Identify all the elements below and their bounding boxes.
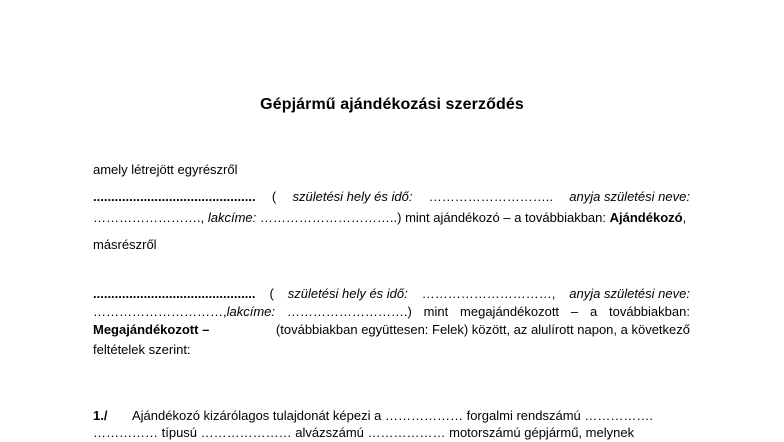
donee-mother-label: anyja születési neve: [569, 286, 690, 301]
donee-birth-blank: …………………………, [421, 286, 556, 301]
clause-1-continuation-text: …………… típusú ………………… alvázszámú ……………… motorszámú gépjármű, melynek [93, 425, 635, 440]
other-side-text: másrészről [93, 237, 157, 252]
donor-role-text: mint ajándékozó – a továbbiakban: [405, 210, 606, 225]
donee-role-text-5: továbbiakban: [609, 304, 690, 319]
document-title: Gépjármű ajándékozási szerződés [260, 96, 524, 113]
donee-role-text-2: megajándékozott [460, 304, 560, 319]
donor-birth-blank: ……………………….. [428, 189, 553, 204]
intro-text: amely létrejött egyrészről [93, 162, 238, 177]
donor-birth-prefix: ( [271, 189, 277, 204]
donor-mother-label: anyja születési neve: [569, 189, 690, 204]
donee-conditions-text: feltételek szerint: [93, 342, 191, 357]
donor-address-blank: …………………………..) [259, 210, 402, 225]
donee-parties-text: (továbbiakban együttesen: Felek) között, az alulírott napon, a következő [275, 322, 690, 337]
donee-address-label: lakcíme: [226, 304, 276, 319]
clause-1-text-1: Ajándékozó kizárólagos tulajdonát képezi a [132, 408, 382, 423]
donee-role-text-4: a [589, 304, 598, 319]
donee-line-1 [93, 285, 690, 303]
donor-address-label: lakcíme: [207, 210, 257, 225]
donee-role-name: Megajándékozott – [93, 322, 210, 337]
donee-mother-blank: …………………………, [93, 304, 227, 319]
donor-mother-blank: ……………………., [93, 210, 205, 225]
donor-line-2 [93, 209, 690, 227]
donee-name-blank: ............................................. [93, 286, 256, 301]
clause-1-text-2: forgalmi rendszámú [466, 408, 581, 423]
clause-1-blank-1: ……………… [384, 408, 463, 423]
intro-line [93, 161, 690, 179]
donor-role-end: , [682, 210, 687, 225]
other-side-line [93, 236, 690, 254]
donee-line-2 [93, 303, 690, 321]
clause-1-blank-2: ……………. [584, 408, 653, 423]
donor-line-1 [93, 188, 690, 206]
donee-address-blank: ……………………….) [286, 304, 412, 319]
donee-birth-label: születési hely és idő: [287, 286, 408, 301]
donee-birth-prefix: ( [269, 286, 274, 301]
donor-birth-label: születési hely és idő: [292, 189, 413, 204]
clause-1-line [93, 407, 690, 425]
donee-role-text-1: mint [423, 304, 449, 319]
donee-line-3 [93, 321, 690, 339]
donor-name-blank: ............................................. [93, 189, 256, 204]
donor-role-name: Ajándékozó [609, 210, 683, 225]
clause-1-number: 1./ [93, 408, 108, 423]
donee-line-4 [93, 341, 690, 359]
clause-1-continuation [93, 425, 690, 441]
donee-role-text-3: – [570, 304, 579, 319]
